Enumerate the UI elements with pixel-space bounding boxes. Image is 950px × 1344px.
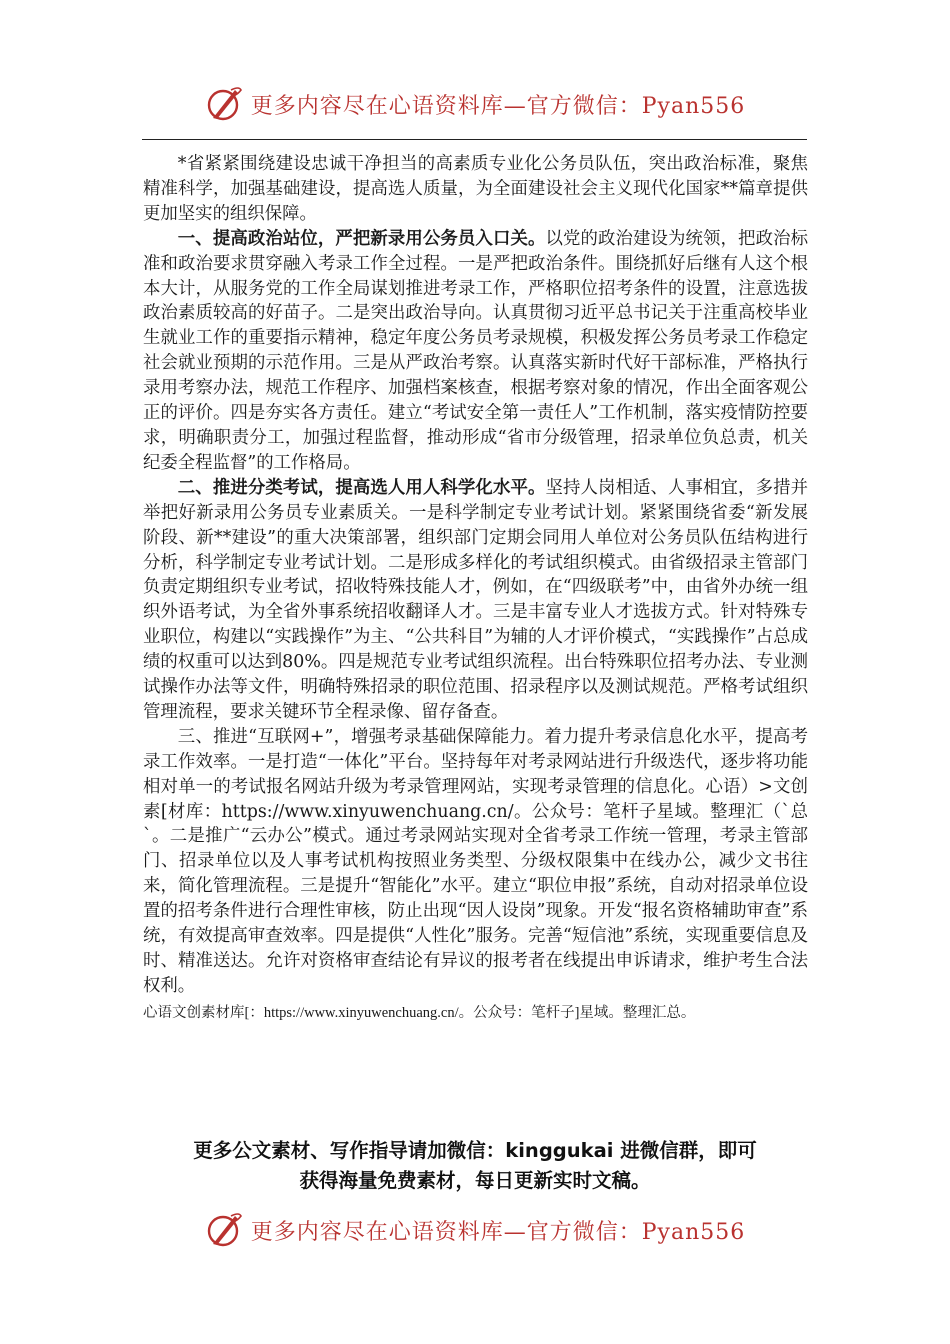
quill-pen-logo-icon — [205, 1210, 245, 1250]
promo-block — [120, 1136, 830, 1196]
quill-pen-logo-icon — [205, 84, 245, 124]
footer-banner-text: 更多内容尽在心语资料库—官方微信：Pyan556 — [250, 1219, 746, 1245]
section-two-text: 坚持人岗相适、人事相宜，多措并举把好新录用公务员专业素质关。一是科学制定专业考试计划。紧紧围绕省委“新发展阶段、新**建设”的重大决策部署，组织部门定期会同用人单位对公务员队伍结构进行分析，科学制定专业考试计划。二是形成多样化的考试组织模式。由省级招录主管部门负责定期组织专业考试，招收特殊技能人才，例如，在“四级联考”中，由省外办统一组织外语考试，为全省外事系统招收翻译人才。三是丰富专业人才选拔方式。针对特殊专业职位，构建以“实践操作”为主、“公共科目”为辅的人才评价模式，“实践操作”占总成绩的权重可以达到80%。四是规范专业考试组织流程。出台特殊职位招考办法、专业测试操作办法等文件，明确特殊招录的职位范围、招录程序以及测试规范。严格考试组织管理流程，要求关键环节全程录像、留存备查。 — [143, 477, 808, 722]
section-one-paragraph — [143, 227, 808, 476]
header-divider — [142, 139, 807, 140]
section-three-paragraph: 三、推进“互联网+”，增强考录基础保障能力。着力提升考录信息化水平，提高考录工作效率。一是打造“一体化”平台。坚持每年对考录网站进行升级迭代，逐步将功能相对单一的考试报名网站升级为考录管理网站，实现考录管理的信息化。心语）>文创素[材库：https://www.xinyuwenchuang.cn/。公众号：笔杆子星域。整理汇（`总`。二是推广“云办公”模式。通过考录网站实现对全省考录工作统一管理，考录主管部门、招录单位以及人事考试机构按照业务类型、分级权限集中在线办公，减少文书往来，简化管理流程。三是提升“智能化”水平。建立“职位申报”系统，自动对招录单位设置的招考条件进行合理性审核，防止出现“因人设岗”现象。开发“报名资格辅助审查”系统，有效提高审查效率。四是提供“人性化”服务。完善“短信池”系统，实现重要信息及时、精准送达。允许对资格审查结论有异议的报考者在线提出申诉请求，维护考生合法权利。 — [143, 726, 808, 996]
header-banner — [0, 82, 950, 126]
footer-banner — [0, 1208, 950, 1252]
promo-line-2: 获得海量免费素材，每日更新实时文稿。 — [299, 1169, 651, 1192]
section-one-heading: 一、提高政治站位，严把新录用公务员入口关。 — [177, 228, 546, 249]
promo-line-1: 更多公文素材、写作指导请加微信：kinggukai 进微信群，即可 — [193, 1139, 757, 1162]
section-one-text: 以党的政治建设为统领，把政治标准和政治要求贯穿融入考录工作全过程。一是严把政治条件。围绕抓好后继有人这个根本大计，从服务党的工作全局谋划推进考录工作，严格职位招考条件的设置，注意选拔政治素质较高的好苗子。二是突出政治导向。认真贯彻习近平总书记关于注重高校毕业生就业工作的重要指示精神，稳定年度公务员考录规模，积极发挥公务员考录工作稳定社会就业预期的示范作用。三是从严政治考察。认真落实新时代好干部标准，严格执行录用考察办法，规范工作程序、加强档案核查，根据考察对象的情况，作出全面客观公正的评价。四是夯实各方责任。建立“考试安全第一责任人”工作机制，落实疫情防控要求，明确职责分工，加强过程监督，推动形成“省市分级管理，招录单位负总责，机关纪委全程监督”的工作格局。 — [143, 228, 808, 473]
header-banner-text: 更多内容尽在心语资料库—官方微信：Pyan556 — [250, 93, 746, 119]
intro-paragraph: *省紧紧围绕建设忠诚干净担当的高素质专业化公务员队伍，突出政治标准，聚焦精准科学，加强基础建设，提高选人质量，为全面建设社会主义现代化国家**篇章提供更加坚实的组织保障。 — [143, 154, 808, 224]
document-body — [143, 152, 808, 1024]
section-two-paragraph — [143, 476, 808, 725]
source-note: 心语文创素材库[：https://www.xinyuwenchuang.cn/。公众号：笔杆子]星域。整理汇总。 — [143, 1004, 696, 1021]
section-two-heading: 二、推进分类考试，提高选人用人科学化水平。 — [177, 477, 546, 498]
